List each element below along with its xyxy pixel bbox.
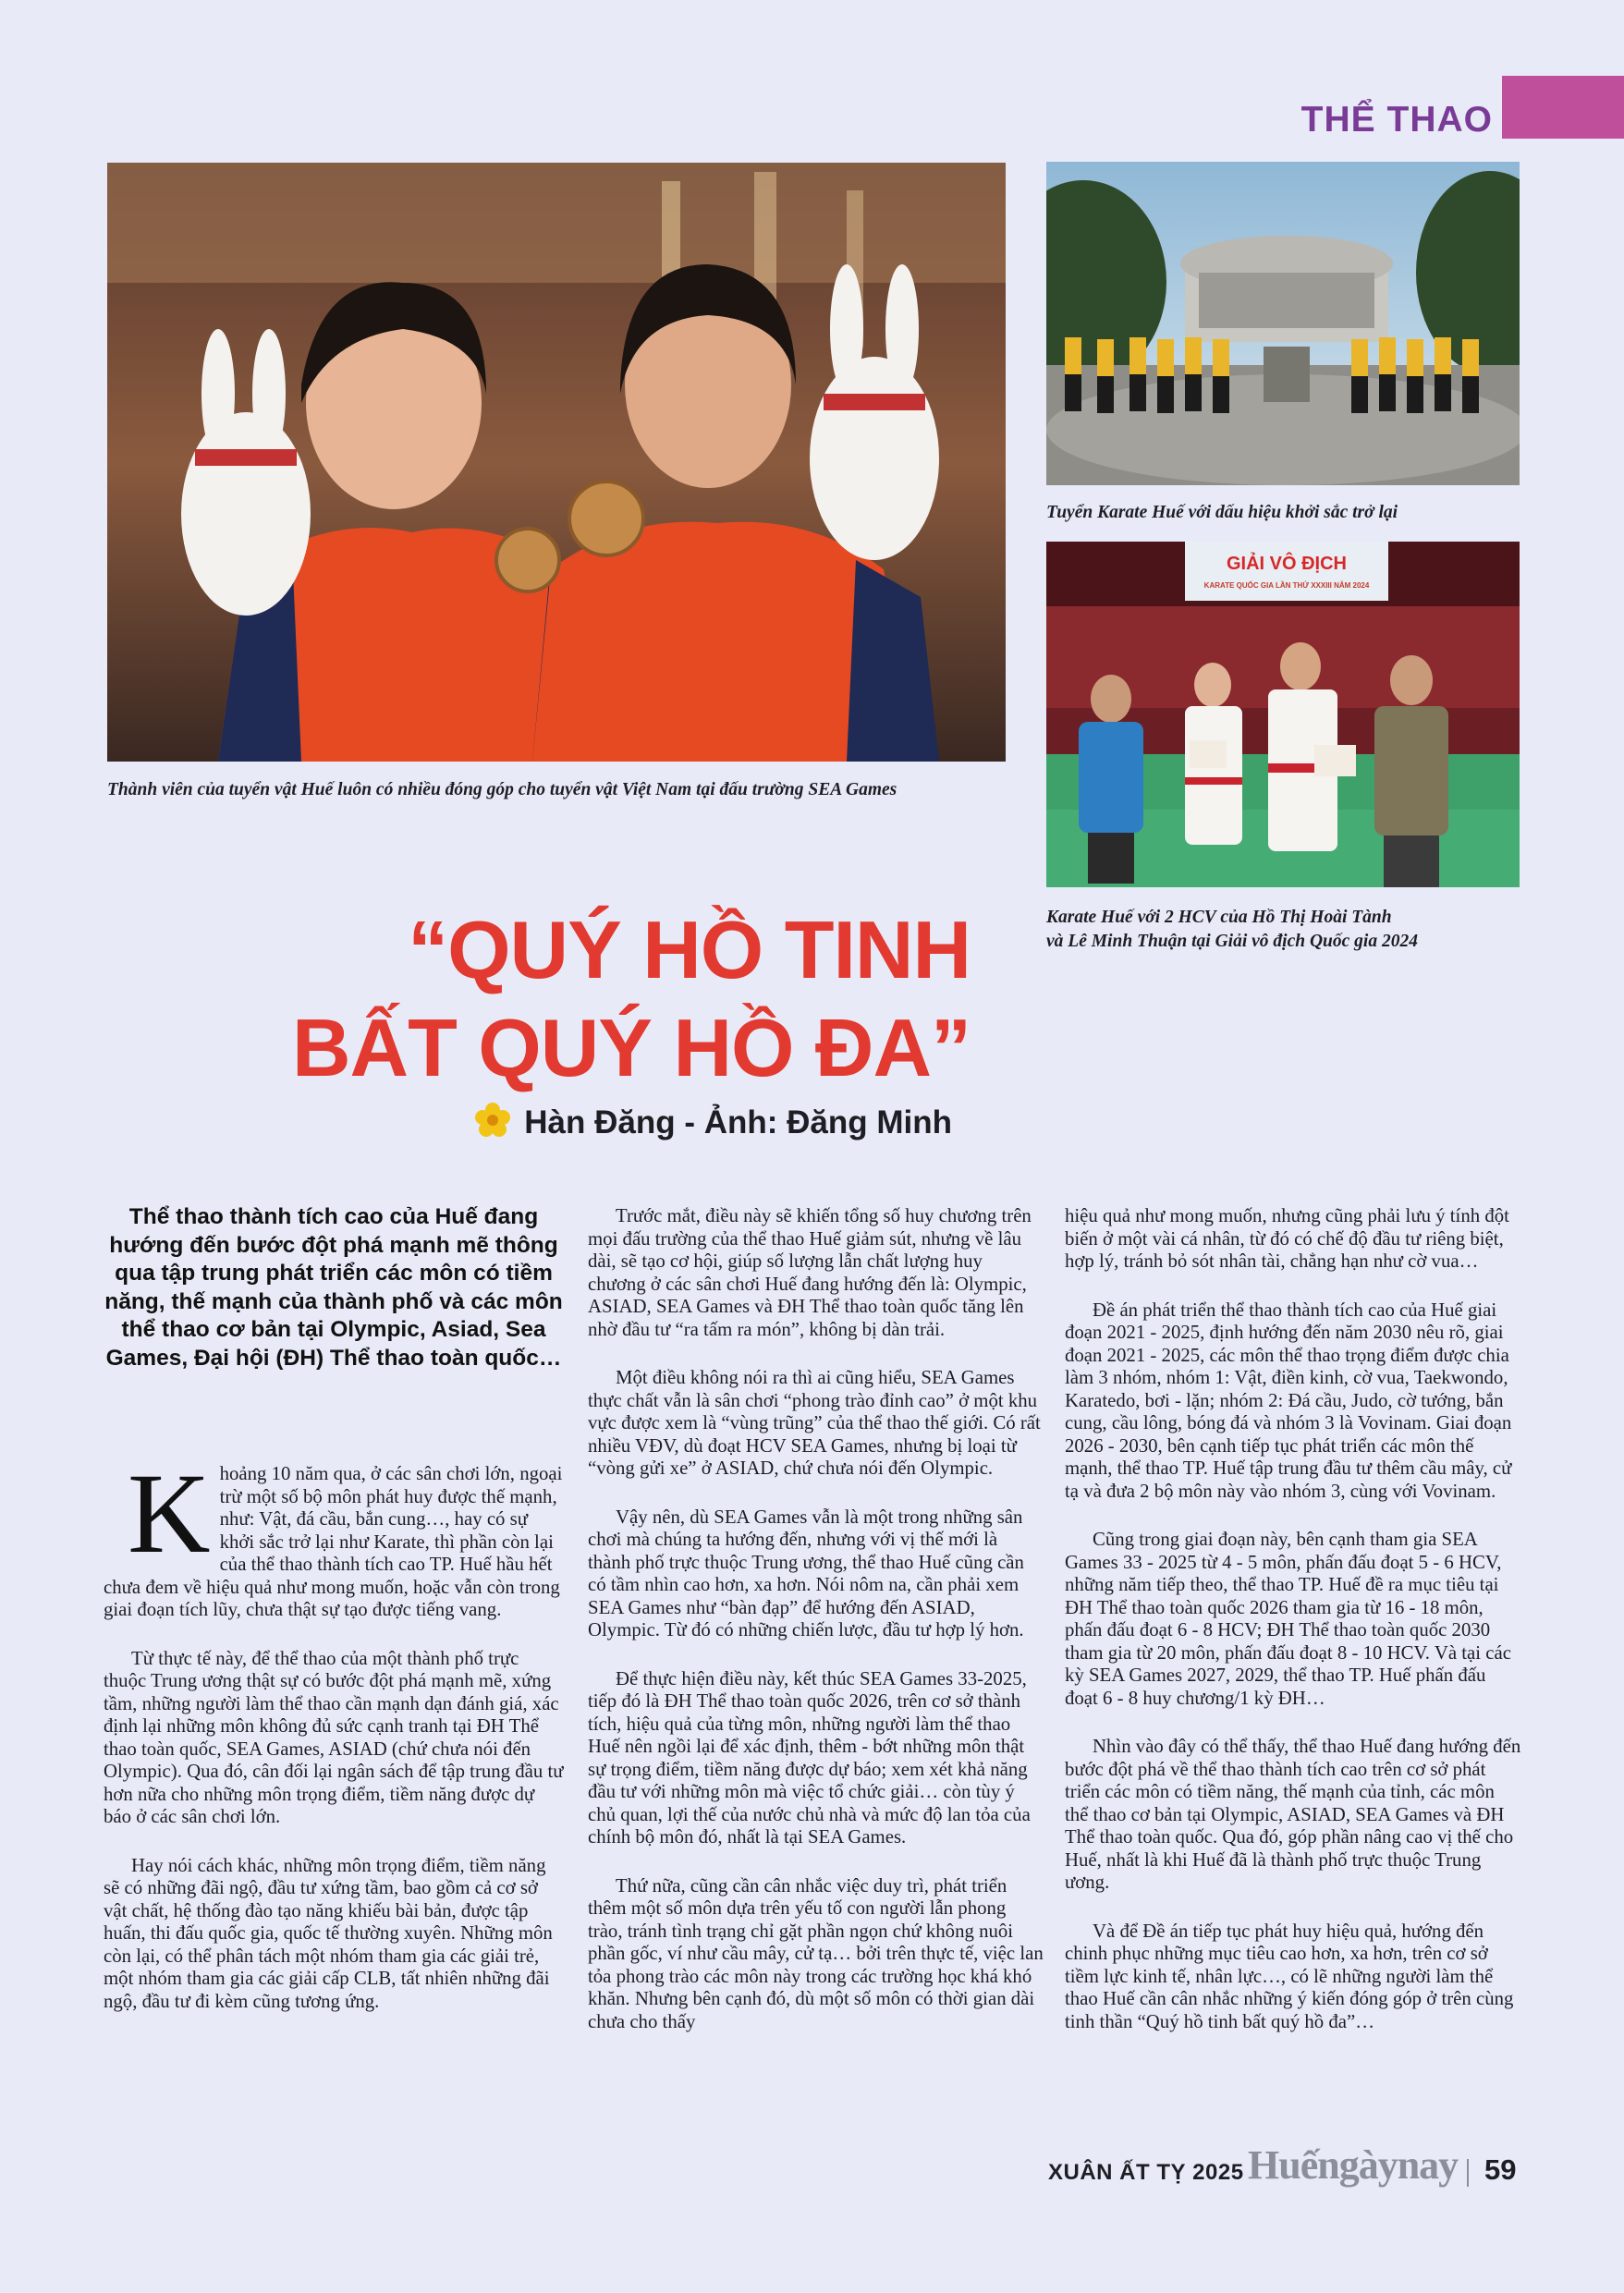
article-column-2 <box>588 1205 1044 2059</box>
photo-karate-team <box>1046 162 1520 485</box>
paragraph-text: hoảng 10 năm qua, ở các sân chơi lớn, ngoại trừ một số bộ môn phát huy được thế mạnh, như: Vật, đá cầu, bắn cung…, hay có sự khởi sắc trở lại như Karate, thì phần còn lại của thể thao thành tích cao TP. Huế hầu hết chưa đem về hiệu quả như mong muốn, hoặc vẫn còn trong giai đoạn tích lũy, chưa thật sự tạo được tiếng vang. <box>104 1463 563 1620</box>
paragraph: Nhìn vào đây có thể thấy, thể thao Huế đang hướng đến bước đột phá về thể thao thành tích cao trên cơ sở phát triển các môn có tiềm năng, thế mạnh của tỉnh, các môn thể thao cơ bản tại Olympic, ASIAD, SEA Games và ĐH Thể thao toàn quốc. Qua đó, góp phần nâng cao vị thế cho Huế, nhất là khi Huế đã là thành phố trực thuộc Trung ương. <box>1065 1736 1521 1893</box>
medal-banner-subtitle: KARATE QUỐC GIA LẦN THỨ XXXIII NĂM 2024 <box>1203 581 1370 590</box>
footer-issue: XUÂN ẤT TỴ 2025 <box>1048 2160 1244 2185</box>
paragraph: Cũng trong giai đoạn này, bên cạnh tham gia SEA Games 33 - 2025 từ 4 - 5 môn, phấn đấu đoạt 5 - 6 HCV, những năm tiếp theo, thể thao TP. Huế đề ra mục tiêu tại ĐH Thể thao toàn quốc 2026 tham gia từ 16 - 18 môn, phấn đấu đoạt 6 - 8 HCV; ĐH Thể thao toàn quốc 2030 tham gia từ 20 môn, phấn đấu đoạt 8 - 10 HCV. Và tại các kỳ SEA Games 2027, 2029, thể thao TP. Huế phấn đấu đoạt 6 - 8 huy chương/1 kỳ ĐH… <box>1065 1529 1511 1709</box>
paragraph: hiệu quả như mong muốn, nhưng cũng phải lưu ý tính đột biến ở một vài cá nhân, từ đó có chế độ đầu tư riêng biệt, hợp lý, tránh bỏ sót nhân tài, chẳng hạn như cờ vua… <box>1065 1205 1509 1272</box>
photo-caption-team: Tuyển Karate Huế với dấu hiệu khởi sắc trở lại <box>1046 503 1398 522</box>
paragraph: Một điều không nói ra thì ai cũng hiểu, SEA Games thực chất vẫn là sân chơi “phong trào đỉnh cao” ở một khu vực được xem là “vùng trũng” của thể thao thế giới. Có rất nhiều VĐV, dù đoạt HCV SEA Games, nhưng bị loại từ “vòng gửi xe” ở ASIAD, chứ chưa nói đến Olympic. <box>588 1367 1041 1479</box>
paragraph: Trước mắt, điều này sẽ khiến tổng số huy chương trên mọi đấu trường của thể thao Huế giảm sút, nhưng về lâu dài, sẽ tạo cơ hội, giúp số lượng lẫn chất lượng huy chương ở các sân chơi Huế đang hướng đến là: Olympic, ASIAD, SEA Games và ĐH Thể thao toàn quốc tăng lên nhờ đầu tư “ra tấm ra món”, không bị dàn trải. <box>588 1205 1032 1340</box>
photo-karate-medalists <box>1046 542 1520 887</box>
article-column-1 <box>104 1450 564 2039</box>
article-title <box>139 901 971 1097</box>
section-accent-bar <box>1502 76 1624 139</box>
photo-caption-medal-line1: Karate Huế với 2 HCV của Hồ Thị Hoài Tành <box>1046 908 1392 927</box>
paragraph <box>104 1450 564 1622</box>
paragraph: Và để Đề án tiếp tục phát huy hiệu quả, hướng đến chinh phục những mục tiêu cao hơn, xa hơn, trên cơ sở tiềm lực kinh tế, nhân lực…, có lẽ những người làm thể thao Huế cần cân nhắc những ý kiến đóng góp ở trên cùng tinh thần “Quý hồ tinh bất quý hồ đa”… <box>1065 1920 1514 2032</box>
flower-icon <box>474 1102 511 1139</box>
medal-banner-title: GIẢI VÔ ĐỊCH <box>1226 554 1348 574</box>
magazine-logo: Huếngàynay <box>1248 2142 1459 2188</box>
paragraph: Từ thực tế này, để thể thao của một thành phố trực thuộc Trung ương thật sự có bước đột phá mạnh mẽ, xứng tầm, những người làm thể thao cần mạnh dạn đánh giá, xác định lại những môn không đủ sức cạnh tranh tại ĐH Thể thao toàn quốc, SEA Games, ASIAD (chứ chưa nói đến Olympic). Qua đó, cân đối lại ngân sách để tập trung đầu tư hơn nữa cho những môn trọng điểm, tiềm năng được dự báo ở các sân chơi lớn. <box>104 1647 564 1827</box>
article-lead: Thể thao thành tích cao của Huế đang hướng đến bước đột phá mạnh mẽ thông qua tập trung phát triển các môn có tiềm năng, thế mạnh của thành phố và các môn thể thao cơ bản tại Olympic, Asiad, Sea Games, Đại hội (ĐH) Thể thao toàn quốc… <box>104 1204 563 1371</box>
footer-divider <box>1467 2159 1469 2187</box>
photo-caption-medal-line2: và Lê Minh Thuận tại Giải vô địch Quốc gia 2024 <box>1046 932 1418 951</box>
paragraph: Thứ nữa, cũng cần cân nhắc việc duy trì, phát triển thêm một số môn dựa trên yếu tố con người lẫn phong trào, tránh tình trạng chỉ gặt phần ngọn chứ không nuôi phần gốc, ví như cầu mây, cử tạ… bởi trên thực tế, việc lan tỏa phong trào các môn này trong các trường học khá khó khăn. Nhưng bên cạnh đó, dù một số môn có thời gian dài chưa cho thấy <box>588 1874 1044 2032</box>
photo-caption-medal <box>1046 906 1545 954</box>
drop-cap: K <box>128 1450 211 1577</box>
paragraph: Vậy nên, dù SEA Games vẫn là một trong những sân chơi mà chúng ta hướng đến, nhưng với vị thế mới là thành phố trực thuộc Trung ương, thể thao Huế cũng cần có tầm nhìn cao hơn, xa hơn. Nói nôm na, cần phải xem SEA Games như “bàn đạp” để hướng đến ASIAD, Olympic. Từ đó có những chiến lược, đầu tư hợp lý hơn. <box>588 1506 1024 1640</box>
article-title-line2: BẤT QUÝ HỒ ĐA” <box>292 1002 971 1093</box>
byline-text: Hàn Đăng - Ảnh: Đăng Minh <box>524 1104 952 1140</box>
page-number: 59 <box>1484 2153 1517 2186</box>
article-title-line1: “QUÝ HỒ TINH <box>408 904 971 995</box>
section-label: THỂ THAO <box>1300 100 1493 140</box>
article-column-3 <box>1065 1205 1521 2059</box>
photo-caption-main: Thành viên của tuyển vật Huế luôn có nhiều đóng góp cho tuyển vật Việt Nam tại đấu trường SEA Games <box>107 780 897 799</box>
paragraph: Để thực hiện điều này, kết thúc SEA Games 33-2025, tiếp đó là ĐH Thể thao toàn quốc 2026, trên cơ sở thành tích, hiệu quả của từng môn, những người làm thể thao Huế nên ngồi lại để xác định, thêm - bớt những môn thật sự trọng điểm, tiềm năng được dự báo; xem xét khả năng đầu tư với những môn mà việc tổ chức giải… còn tùy ý chủ quan, lợi thế của nước chủ nhà và mức độ lan tỏa của chính bộ môn đó, nhất là tại SEA Games. <box>588 1667 1031 1848</box>
paragraph: Đề án phát triển thể thao thành tích cao của Huế giai đoạn 2021 - 2025, định hướng đến năm 2030 nêu rõ, giai đoạn 2021 - 2025, các môn thể thao trọng điểm được chia làm 3 nhóm, nhóm 1: Vật, điền kinh, cờ vua, Taekwondo, Karatedo, bơi - lặn; nhóm 2: Đá cầu, Judo, cờ tướng, bắn cung, cầu lông, bóng đá và nhóm 3 là Vovinam. Giai đoạn 2026 - 2030, bên cạnh tiếp tục phát triển các môn thế mạnh, thể thao TP. Huế tập trung đầu tư thêm cầu mây, cử tạ và đưa 2 bộ môn này vào nhóm 3, cùng với Vovinam. <box>1065 1299 1512 1502</box>
paragraph: Hay nói cách khác, những môn trọng điểm, tiềm năng sẽ có những đãi ngộ, đầu tư xứng tầm, bao gồm cả cơ sở vật chất, hệ thống đào tạo năng khiếu bài bản, được tập huấn, thi đấu quốc gia, quốc tế thường xuyên. Những môn còn lại, có thể phân tách một nhóm tham gia các giải trẻ, một nhóm tham gia các giải cấp CLB, tất nhiên những đãi ngộ, đầu tư đi kèm cũng tương ứng. <box>104 1854 553 2012</box>
byline <box>434 1102 952 1141</box>
photo-wrestlers-medals <box>107 163 1006 762</box>
